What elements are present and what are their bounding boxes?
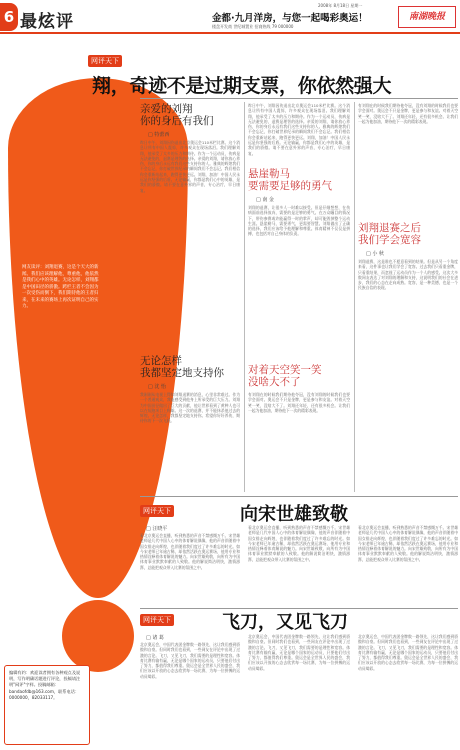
article-body: 看北京奥运会直播，听到熟悉的声音不禁感慨万千。宋世雄老师是几代中国人心中的体育解说偶像，他的声音伴随着中国女排走向辉煌，也伴随着我们度过了许多难忘的时光。如今宋老师已年逾古稀，却依然活跃在奥运赛场，他用专业和热情诠释着体育解说的魅力。向宋世雄致敬，向所有为中国体育事业默默奉献的人致敬。他的解说简洁明快，激情澎湃，总能把观众带入比赛的氛围之中。 bbox=[140, 533, 240, 570]
article-body: 北京奥运会，中国代表团金牌数一路领先，这让我们感到骄傲和自豪。但同时我们也看到，一些网友在评论中出现了过激的言论。飞刀，又见飞刀，我们需要的是理性和宽容。体育比赛有输有赢，无论是哪个国家的运动员，只要他们付出了努力，都值得我们尊重。奥运会是全世界人民的盛会，我们应该以开放的心态去欣赏每一场比赛，为每一位拼搏的运动员喝彩。 bbox=[140, 642, 240, 679]
article-title: 悬崖勒马 要需要足够的勇气 bbox=[248, 168, 332, 192]
article-body: 看北京奥运会直播，听到熟悉的声音不禁感慨万千。宋世雄老师是几代中国人心中的体育解说偶像，他的声音伴随着中国女排走向辉煌，也伴随着我们度过了许多难忘的时光。如今宋老师已年逾古稀，却依然活跃在奥运赛场，他用专业和热情诠释着体育解说的魅力。向宋世雄致敬，向所有为中国体育事业默默奉献的人致敬。他的解说简洁明快，激情澎湃，总能把观众带入比赛的氛围之中。 bbox=[248, 525, 350, 562]
story-headline: 向宋世雄致敬 bbox=[240, 504, 348, 525]
divider bbox=[140, 496, 458, 497]
newspaper-logo: 南湖晚报 bbox=[398, 6, 456, 28]
article-body: 刘翔的退赛，让很多人一时难以接受。但是仔细想想，在伤病面前选择放弃，需要的是足够的勇气。在万众瞩目的情况下，带伤参赛或许能赢得一时的掌声，却可能毁掉整个运动生涯。悬崖勒马，需要勇气，更需要智慧。刘翔做出了正确的选择，我们应该给予他理解和尊重。体育精神不仅仅是拼搏，也包括对自己身体的负责。 bbox=[248, 205, 350, 237]
column-rule bbox=[354, 102, 355, 492]
section-title: 最炫评 bbox=[20, 12, 74, 32]
article-body: 我刚刚从电视上得知刘翔退赛的消息，心里非常难过。作为一个普通观众，我能感受到他身上所承受的巨大压力。刘翔为中国田径做出了巨大的贡献，他让世界看到了黄种人也可以在短跑项目上称雄。这一次的退赛，并不能抹杀他过去的辉煌。无论怎样，我都坚定地支持你。希望你好好养伤，期待你的下一次飞跃。 bbox=[140, 392, 240, 424]
article-body: 昨日中午，刘翔因伤退出北京奥运会110米栏比赛。这个消息让所有中国人震惊，许多观众在现场落泪。我们理解刘翔，他承受了太多的压力和期待。作为一个运动员，伤病是无法避免的，退赛是理智的选择。亲爱的刘翔，请你放心养伤，你的身后永远有我们这些支持你的人。雅典的辉煌我们不会忘记，你打破世界纪录的瞬间我们不会忘记。我们相信你会重新站起来，跑得更快更远。刘翔，加油！中国人民永远是你坚强的后盾。无论输赢，你都是我们心中的英雄，是我们的骄傲。请不要在意外界的声音，专心治疗，早日康复。 bbox=[248, 103, 350, 156]
column-tag: 网评天下 bbox=[88, 55, 122, 67]
article-body: 刘翔退赛，这是谁也不愿意看到的结果。但是从另一个角度来看，这件事也让我们学会了宽容。过去我们只看重金牌，只看重结果，而忽视了运动员作为一个人的感受。这次大多数网友表达了对刘翔的理解和支持，这说明我们的社会在进步，我们的心态在走向成熟。宽容，是一种美德，也是一个民族自信的表现。 bbox=[358, 259, 458, 291]
article-title: 刘翔退赛之后 我们学会宽容 bbox=[358, 222, 421, 246]
article-author: □ 汪晓平 bbox=[146, 526, 168, 532]
article-title: 亲爱的刘翔 你的身后有我们 bbox=[140, 103, 214, 127]
story-headline: 飞刀，又见飞刀 bbox=[222, 612, 348, 633]
divider bbox=[140, 98, 458, 99]
column-tag: 网评天下 bbox=[140, 505, 174, 517]
exclamation-dot bbox=[62, 600, 134, 672]
article-author: □ 沈 怡 bbox=[148, 384, 166, 390]
article-body: 北京奥运会，中国代表团金牌数一路领先，这让我们感到骄傲和自豪。但同时我们也看到，一些网友在评论中出现了过激的言论。飞刀，又见飞刀，我们需要的是理性和宽容。体育比赛有输有赢，无论是哪个国家的运动员，只要他们付出了努力，都值得我们尊重。奥运会是全世界人民的盛会，我们应该以开放的心态去欣赏每一场比赛，为每一位拼搏的运动员喝彩。 bbox=[358, 634, 458, 671]
article-body: 有刘翔在的时候我们期待他夺冠，没有刘翔的时候我们也要学会面对。奥运会不只是金牌，更是参与和友谊。对着天空笑一笑，没啥大不了。刘翔还年轻，还有很多机会。让我们一起为他加油，期待他下一次的精彩表现。 bbox=[248, 392, 350, 413]
article-body: 昨日中午，刘翔因伤退出北京奥运会110米栏比赛。这个消息让所有中国人震惊，许多观众在现场落泪。我们理解刘翔，他承受了太多的压力和期待。作为一个运动员，伤病是无法避免的，退赛是理智的选择。亲爱的刘翔，请你放心养伤，你的身后永远有我们这些支持你的人。雅典的辉煌我们不会忘记，你打破世界纪录的瞬间我们不会忘记。我们相信你会重新站起来，跑得更快更远。刘翔，加油！中国人民永远是你坚强的后盾。无论输赢，你都是我们心中的英雄，是我们的骄傲。请不要在意外界的声音，专心治疗，早日康复。 bbox=[140, 140, 240, 193]
editor-note-box bbox=[4, 665, 90, 745]
article-title: 无论怎样 我都坚定地支持你 bbox=[140, 355, 224, 379]
ad-subline: 楼盘开发商 世纪城置业 招商热线 79 000000 bbox=[212, 24, 294, 29]
editor-note-text: 编辑有约：欢迎读者拥有各种观点及说明，写作明确话题进行评论，投稿请注明"网评"字样。投稿邮箱：bandaofdb@163.com，联系电话：0000000，82033117。 bbox=[9, 670, 81, 700]
article-author: □ 特蕾西 bbox=[148, 132, 170, 138]
column-rule bbox=[244, 102, 245, 492]
main-headline: 翔，奇迹不是过期支票，你依然强大 bbox=[92, 75, 392, 97]
article-body: 看北京奥运会直播，听到熟悉的声音不禁感慨万千。宋世雄老师是几代中国人心中的体育解说偶像，他的声音伴随着中国女排走向辉煌，也伴随着我们度过了许多难忘的时光。如今宋老师已年逾古稀，却依然活跃在奥运赛场，他用专业和热情诠释着体育解说的魅力。向宋世雄致敬，向所有为中国体育事业默默奉献的人致敬。他的解说简洁明快，激情澎湃，总能把观众带入比赛的氛围之中。 bbox=[358, 525, 458, 562]
article-author: □ 诸 葛 bbox=[146, 635, 164, 641]
ad-slogan: 金都·九月洋房，与您一起喝彩奥运！ bbox=[212, 13, 368, 24]
article-body: 有刘翔在的时候我们期待他夺冠，没有刘翔的时候我们也要学会面对。奥运会不只是金牌，更是参与和友谊。对着天空笑一笑，没啥大不了。刘翔还年轻，还有很多机会。让我们一起为他加油，期待他下一次的精彩表现。 bbox=[358, 103, 458, 124]
exclamation-caption: 网友读评：刘翔退赛，这是个天大的新闻。我们应该理解他，尊重他，他依然是我们心中的英雄。无论怎样，刘翔都是中国田径的骄傲。跨栏王者不会因为一次受伤而倒下，我们期待他的王者归来，在未来的赛场上再次证明自己的实力。 bbox=[22, 265, 99, 309]
issue-date: 2008年 8月18日 星期一 bbox=[318, 3, 363, 8]
article-author: □ 小 秋 bbox=[366, 251, 384, 257]
column-tag: 网评天下 bbox=[140, 614, 174, 626]
article-title: 对着天空笑一笑 没啥大不了 bbox=[248, 364, 322, 388]
article-body: 北京奥运会，中国代表团金牌数一路领先，这让我们感到骄傲和自豪。但同时我们也看到，一些网友在评论中出现了过激的言论。飞刀，又见飞刀，我们需要的是理性和宽容。体育比赛有输有赢，无论是哪个国家的运动员，只要他们付出了努力，都值得我们尊重。奥运会是全世界人民的盛会，我们应该以开放的心态去欣赏每一场比赛，为每一位拼搏的运动员喝彩。 bbox=[248, 634, 350, 671]
article-author: □ 南 金 bbox=[256, 197, 274, 203]
page-number: 6 bbox=[0, 3, 18, 31]
